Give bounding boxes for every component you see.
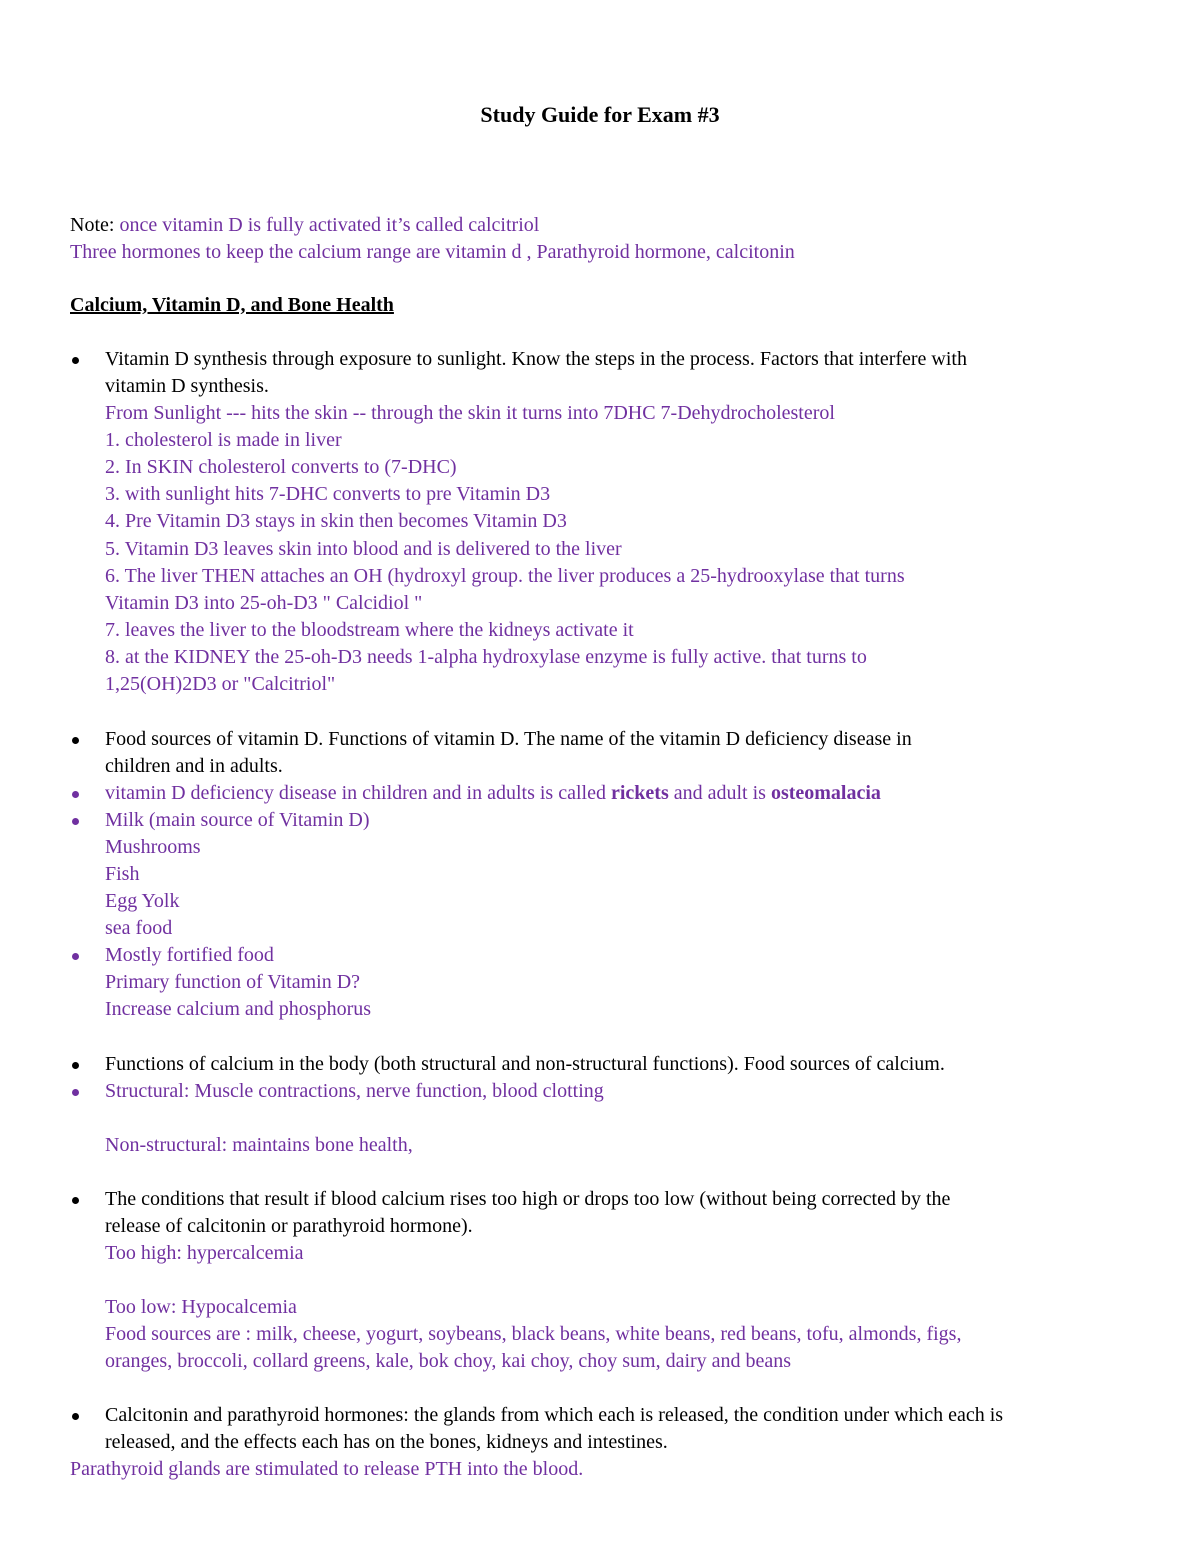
answer-line: 3. with sunlight hits 7-DHC converts to pre Vitamin D3	[105, 483, 551, 505]
answer-line: 4. Pre Vitamin D3 stays in skin then becomes Vitamin D3	[105, 510, 567, 532]
bullet-icon	[72, 818, 79, 825]
answer-line: 6. The liver THEN attaches an OH (hydroxyl group. the liver produces a 25-hydrooxylase that turns	[105, 565, 905, 587]
food-item: Mushrooms	[105, 836, 201, 858]
answer-line: Vitamin D3 into 25-oh-D3 " Calcidiol "	[105, 592, 423, 614]
question-1-line-2: vitamin D synthesis.	[105, 375, 269, 397]
deficiency-text: vitamin D deficiency disease in children and in adults is called	[105, 782, 611, 804]
rickets-term: rickets	[610, 782, 669, 804]
question-4-line-1: The conditions that result if blood calcium rises too high or drops too low (without being corrected by the	[105, 1188, 951, 1210]
question-3-line: Functions of calcium in the body (both structural and non-structural functions). Food sources of calcium.	[105, 1053, 945, 1075]
answer-line: 8. at the KIDNEY the 25-oh-D3 needs 1-alpha hydroxylase enzyme is fully active. that turns to	[105, 646, 867, 668]
question-5-line-2: released, and the effects each has on the bones, kidneys and intestines.	[105, 1431, 668, 1453]
food-item: sea food	[105, 917, 173, 939]
structural-line: Structural: Muscle contractions, nerve function, blood clotting	[105, 1080, 604, 1102]
function-answer-line: Increase calcium and phosphorus	[105, 998, 372, 1020]
too-high-line: Too high: hypercalcemia	[105, 1242, 304, 1264]
question-1-line-1: Vitamin D synthesis through exposure to sunlight. Know the steps in the process. Factors that interfere with	[105, 348, 967, 370]
bullet-icon	[72, 1062, 79, 1069]
note-line	[70, 212, 539, 239]
answer-line: 1. cholesterol is made in liver	[105, 429, 342, 451]
note-label: Note:	[70, 214, 115, 236]
too-low-line: Too low: Hypocalcemia	[105, 1296, 297, 1318]
answer-line: From Sunlight --- hits the skin -- through the skin it turns into 7DHC 7-Dehydrocholesterol	[105, 402, 835, 424]
parathyroid-answer-line: Parathyroid glands are stimulated to release PTH into the blood.	[70, 1458, 584, 1480]
bullet-icon	[72, 1413, 79, 1420]
nonstructural-line: Non-structural: maintains bone health,	[105, 1134, 413, 1156]
note-text: once vitamin D is fully activated it’s called calcitriol	[114, 214, 540, 236]
fortified-line: Mostly fortified food	[105, 944, 274, 966]
question-2-line-2: children and in adults.	[105, 755, 283, 777]
question-5-line-1: Calcitonin and parathyroid hormones: the glands from which each is released, the condition under which each is	[105, 1404, 1004, 1426]
food-item: Egg Yolk	[105, 890, 180, 912]
bullet-icon	[72, 1089, 79, 1096]
deficiency-line	[105, 780, 881, 807]
page-title: Study Guide for Exam #3	[480, 102, 720, 127]
bullet-icon	[72, 791, 79, 798]
food-sources-line-2: oranges, broccoli, collard greens, kale, bok choy, kai choy, choy sum, dairy and beans	[105, 1350, 792, 1372]
food-item: Fish	[105, 863, 140, 885]
note-line-2: Three hormones to keep the calcium range are vitamin d , Parathyroid hormone, calcitonin	[70, 241, 795, 263]
answer-line: 7. leaves the liver to the bloodstream where the kidneys activate it	[105, 619, 634, 641]
food-item: Milk (main source of Vitamin D)	[105, 809, 370, 831]
primary-function-line: Primary function of Vitamin D?	[105, 971, 361, 993]
bullet-icon	[72, 1197, 79, 1204]
section-heading: Calcium, Vitamin D, and Bone Health	[70, 294, 394, 316]
question-4-line-2: release of calcitonin or parathyroid hormone).	[105, 1215, 473, 1237]
deficiency-text-2: and adult is	[668, 782, 771, 804]
bullet-icon	[72, 737, 79, 744]
food-sources-line-1: Food sources are : milk, cheese, yogurt, soybeans, black beans, white beans, red beans, tofu, almonds, figs,	[105, 1323, 962, 1345]
answer-line: 5. Vitamin D3 leaves skin into blood and is delivered to the liver	[105, 538, 622, 560]
bullet-icon	[72, 357, 79, 364]
answer-line: 2. In SKIN cholesterol converts to (7-DHC)	[105, 456, 457, 478]
answer-line: 1,25(OH)2D3 or "Calcitriol"	[105, 673, 336, 695]
bullet-icon	[72, 953, 79, 960]
question-2-line-1: Food sources of vitamin D. Functions of vitamin D. The name of the vitamin D deficiency disease in	[105, 728, 912, 750]
osteomalacia-term: osteomalacia	[770, 782, 881, 804]
